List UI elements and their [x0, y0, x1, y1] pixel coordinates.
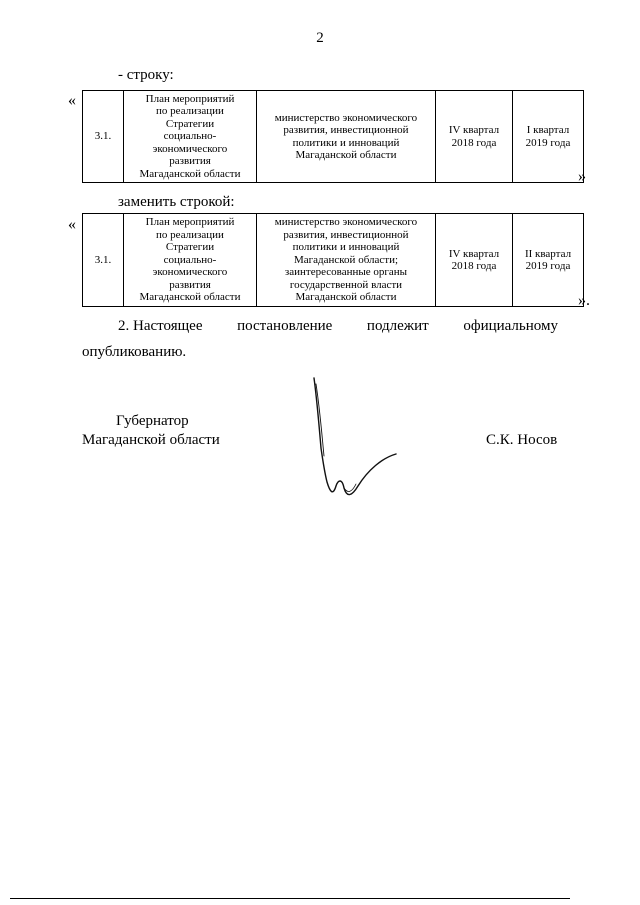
org-line: заинтересованные органы: [284, 266, 408, 279]
bottom-rule: [10, 898, 570, 899]
row-number: 3.1.: [94, 253, 112, 266]
old-row-intro: - строку:: [118, 67, 174, 83]
period-line: 2019 года: [525, 260, 571, 272]
org-line: Магаданской области: [295, 149, 397, 161]
org-line: развития, инвестиционной: [283, 124, 409, 136]
signatory-name: С.К. Носов: [486, 432, 558, 448]
measure-name-cell: [124, 214, 257, 307]
responsible-org-cell: [257, 91, 436, 183]
word: постановление: [237, 318, 333, 334]
open-quote-new: «: [68, 216, 76, 233]
measure-name-line: экономического: [152, 142, 228, 155]
row-number-cell: [83, 91, 124, 183]
row-number: 3.1.: [94, 130, 112, 143]
measure-name-line: социально-: [163, 130, 217, 143]
org-line: государственной власти: [289, 278, 403, 291]
signatory-title-line-1: Губернатор: [116, 413, 189, 429]
org-line: министерство экономического: [274, 111, 418, 124]
table-row: [83, 91, 584, 183]
start-period-cell: [436, 214, 513, 307]
word: 2. Настоящее: [118, 318, 203, 334]
period-line: IV квартал: [448, 247, 500, 260]
measure-name-line: Магаданской области: [139, 167, 241, 180]
period-line: IV квартал: [448, 124, 500, 136]
end-period-cell: [513, 91, 584, 183]
period-line: II квартал: [524, 247, 572, 260]
close-quote-new: ».: [578, 292, 590, 309]
org-line: Магаданской области;: [293, 253, 399, 266]
period-line: 2018 года: [451, 260, 497, 272]
org-line: министерство экономического: [274, 216, 418, 229]
measure-name-line: по реализации: [156, 228, 224, 241]
org-line: Магаданской области: [295, 291, 397, 304]
responsible-org-cell: [257, 214, 436, 307]
close-quote-old: »: [578, 168, 586, 185]
open-quote-old: «: [68, 92, 76, 109]
measure-name-line: План мероприятий: [145, 92, 235, 105]
row-number-cell: [83, 214, 124, 307]
period-line: I квартал: [526, 124, 570, 136]
new-row-intro: заменить строкой:: [118, 194, 235, 210]
period-line: 2019 года: [525, 136, 571, 149]
measure-name-line: социально-: [163, 253, 217, 266]
handwritten-signature: [300, 370, 410, 510]
measure-name-line: развития: [169, 155, 211, 168]
start-period-cell: [436, 91, 513, 183]
end-period-cell: [513, 214, 584, 307]
measure-name-line: Стратегии: [165, 117, 215, 130]
table-row: [83, 214, 584, 307]
org-line: развития, инвестиционной: [283, 228, 409, 241]
new-row-table: [82, 213, 584, 307]
measure-name-line: экономического: [152, 266, 228, 279]
measure-name-line: развития: [169, 278, 211, 291]
word: официальному: [463, 318, 558, 334]
old-row-table: [82, 90, 584, 183]
measure-name-line: Стратегии: [165, 241, 215, 254]
measure-name-line: План мероприятий: [145, 216, 235, 229]
measure-name-cell: [124, 91, 257, 183]
period-line: 2018 года: [451, 136, 497, 149]
org-line: политики и инноваций: [292, 136, 400, 149]
paragraph-2-line-2: опубликованию.: [82, 344, 187, 360]
word: подлежит: [366, 318, 429, 334]
paragraph-2-line-1: [118, 317, 558, 336]
measure-name-line: по реализации: [156, 105, 224, 118]
page-number: 2: [316, 30, 324, 46]
measure-name-line: Магаданской области: [139, 291, 241, 304]
signatory-title-line-2: Магаданской области: [82, 432, 220, 448]
org-line: политики и инноваций: [292, 241, 400, 254]
